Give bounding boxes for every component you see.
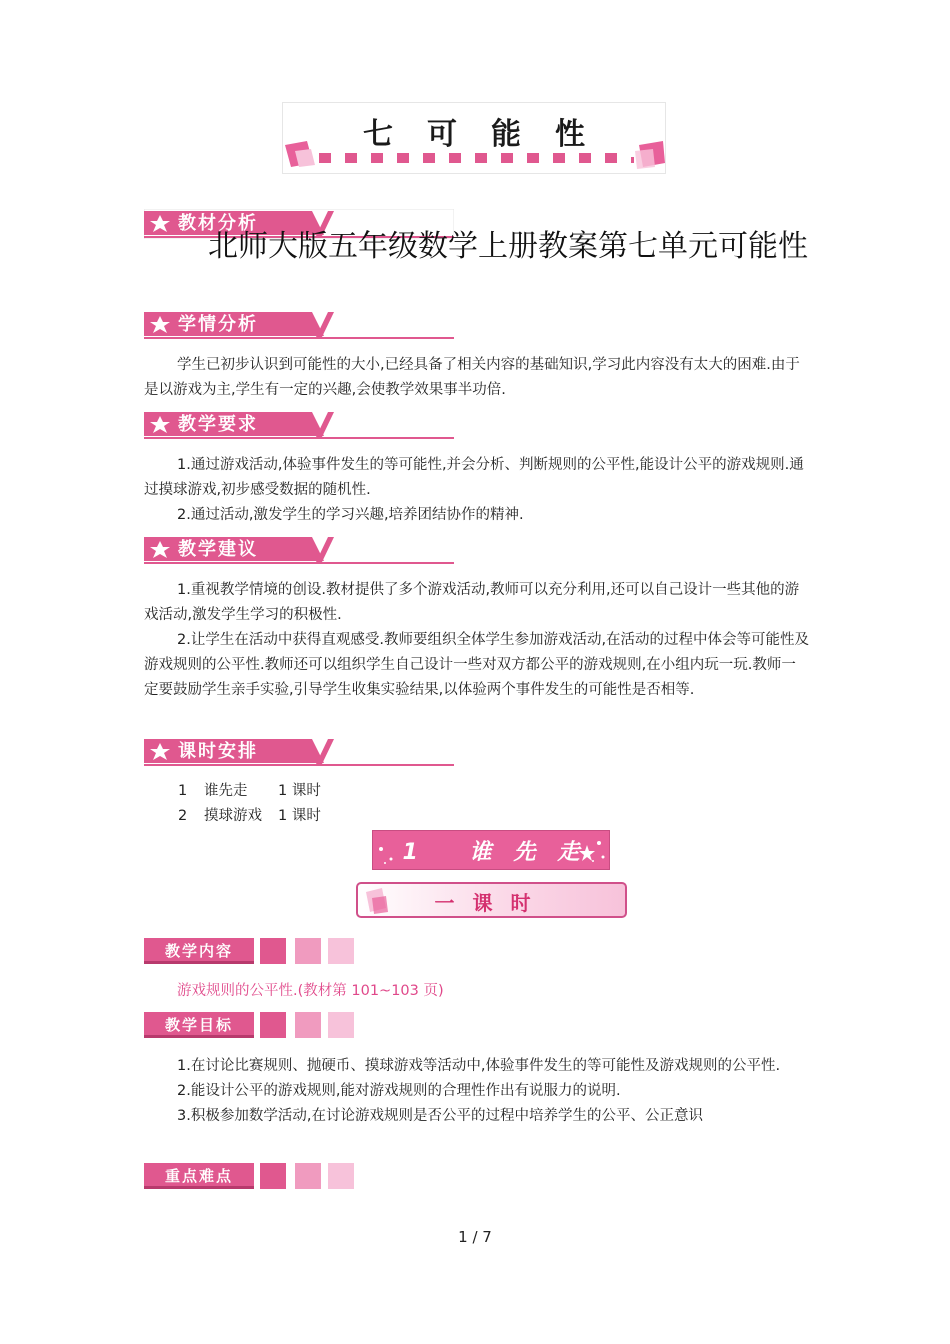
xueqing-paragraph: 学生已初步认识到可能性的大小,已经具备了相关内容的基础知识,学习此内容没有太大的困难.由于是以游戏为主,学生有一定的兴趣,会使教学效果事半功倍. bbox=[144, 357, 800, 398]
list-item: 2.让学生在活动中获得直观感受.教师要组织全体学生参加游戏活动,在活动的过程中体会等可能性及游戏规则的公平性.教师还可以组织学生自己设计一些对双方都公平的游戏规则,在小组内玩一玩.教师一定要鼓励学生亲手实验,引导学生收集实验结果,以体验两个事件发生的可能性是否相等. bbox=[144, 632, 810, 698]
section-header-xueqing: 学情分析 bbox=[144, 310, 454, 340]
section-header-jianyi: 教学建议 bbox=[144, 535, 454, 565]
neirong-paragraph: 游戏规则的公平性.(教材第 101~103 页) bbox=[177, 983, 444, 999]
yaoqiu-list bbox=[144, 453, 810, 528]
tag-square bbox=[260, 1012, 286, 1038]
tag-mubiao: 教学目标 bbox=[144, 1012, 354, 1038]
schedule-row: 1 谁先走 1 课时 bbox=[178, 783, 321, 799]
chapter-banner bbox=[282, 102, 666, 174]
chapter-title: 七可能性 bbox=[363, 117, 619, 152]
tag-square bbox=[295, 1012, 321, 1038]
keshi-banner: 一课时 bbox=[356, 882, 627, 918]
list-item: 1.在讨论比赛规则、抛硬币、摸球游戏等活动中,体验事件发生的等可能性及游戏规则的公平性. bbox=[177, 1058, 781, 1074]
section-header-jiaocai: 教材分析 bbox=[144, 209, 454, 239]
mubiao-list bbox=[144, 1054, 810, 1129]
jianyi-list bbox=[144, 578, 810, 703]
list-item: 3.积极参加数学活动,在讨论游戏规则是否公平的过程中培养学生的公平、公正意识 bbox=[177, 1108, 703, 1124]
page-number: 1 / 7 bbox=[458, 1228, 492, 1246]
lesson-banner: 1 谁先走 bbox=[372, 830, 610, 870]
section-header-anpai: 课时安排 bbox=[144, 737, 454, 767]
list-item: 2.通过活动,激发学生的学习兴趣,培养团结协作的精神. bbox=[177, 507, 524, 523]
tag-square bbox=[260, 1163, 286, 1189]
schedule-row: 2 摸球游戏 1 课时 bbox=[178, 808, 321, 824]
tag-square bbox=[328, 1163, 354, 1189]
tag-square bbox=[328, 1012, 354, 1038]
tag-square bbox=[260, 938, 286, 964]
list-item: 1.重视教学情境的创设.教材提供了多个游戏活动,教师可以充分利用,还可以自己设计一些其他的游戏活动,激发学生学习的积极性. bbox=[144, 582, 800, 623]
list-item: 2.能设计公平的游戏规则,能对游戏规则的合理性作出有说服力的说明. bbox=[177, 1083, 621, 1099]
tag-square bbox=[328, 938, 354, 964]
tag-neirong: 教学内容 bbox=[144, 938, 354, 964]
banner-decoration bbox=[283, 139, 667, 173]
section-header-yaoqiu: 教学要求 bbox=[144, 410, 454, 440]
document-title: 北师大版五年级数学上册教案第七单元可能性 bbox=[208, 229, 808, 264]
tag-square bbox=[295, 938, 321, 964]
tag-zhongdian: 重点难点 bbox=[144, 1163, 354, 1189]
schedule-list bbox=[178, 779, 321, 829]
tag-square bbox=[295, 1163, 321, 1189]
list-item: 1.通过游戏活动,体验事件发生的等可能性,并会分析、判断规则的公平性,能设计公平的游戏规则.通过摸球游戏,初步感受数据的随机性. bbox=[144, 457, 804, 498]
